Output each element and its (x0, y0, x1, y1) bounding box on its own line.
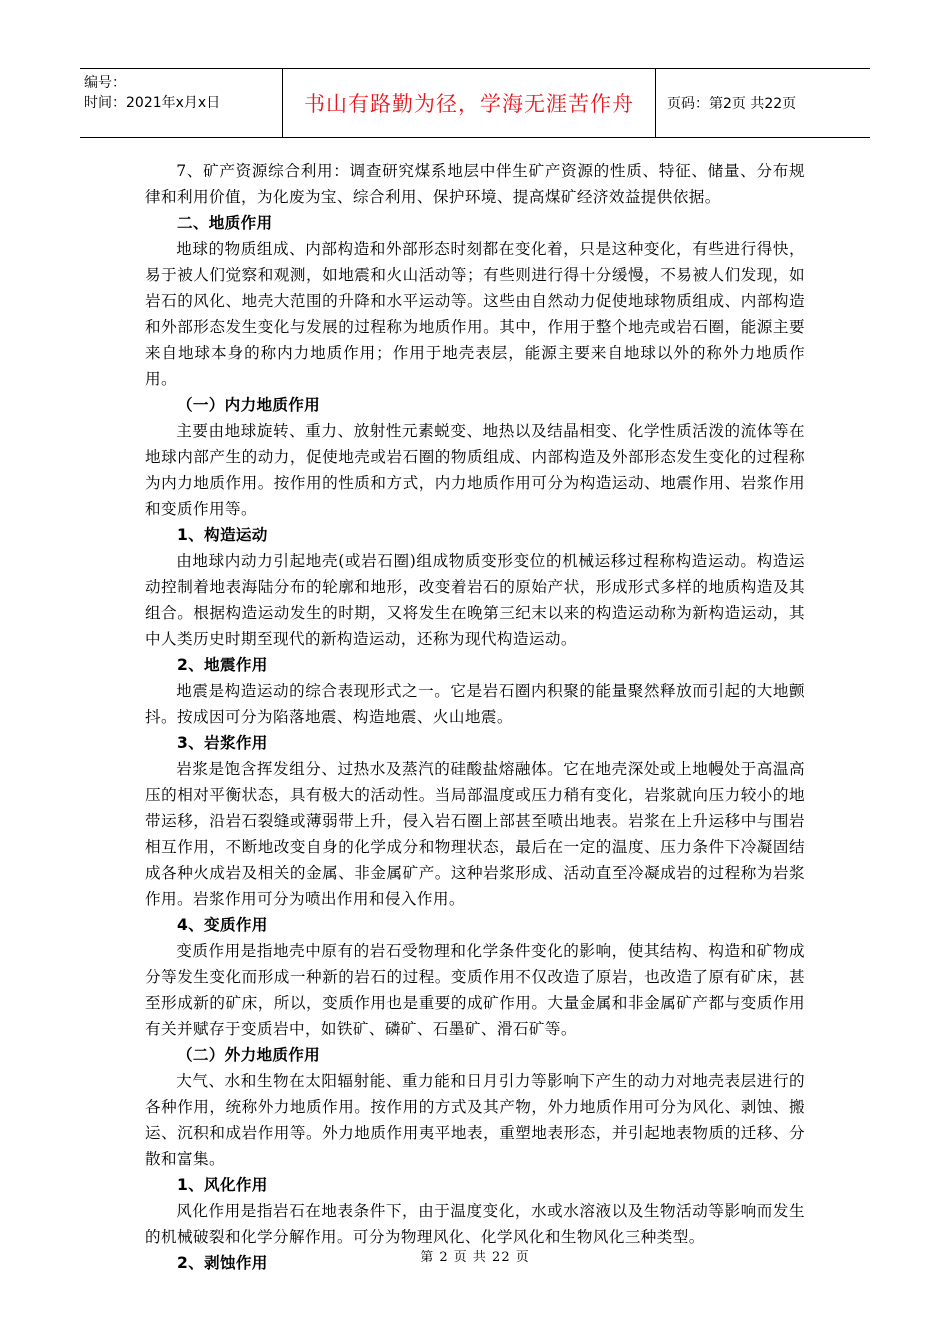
paragraph-weathering: 风化作用是指岩石在地表条件下，由于温度变化，水或水溶液以及生物活动等影响而发生的机械破裂和化学分解作用。可分为物理风化、化学风化和生物风化三种类型。 (145, 1202, 805, 1246)
header-motto: 书山有路勤为径，学海无涯苦作舟 (283, 69, 656, 137)
heading-tectonic: 1、构造运动 (177, 526, 268, 544)
paragraph-metamorphism: 变质作用是指地壳中原有的岩石受物理和化学条件变化的影响，使其结构、构造和矿物成分等发生变化而形成一种新的岩石的过程。变质作用不仅改造了原岩，也改造了原有矿床，甚至形成新的矿床，所以，变质作用也是重要的成矿作用。大量金属和非金属矿产都与变质作用有关并赋存于变质岩中，如铁矿、磷矿、石墨矿、滑石矿等。 (145, 942, 805, 1038)
paragraph-inner-action: 主要由地球旋转、重力、放射性元素蜕变、地热以及结晶相变、化学性质活泼的流体等在地球内部产生的动力，促使地壳或岩石圈的物质组成、内部构造及外部形态发生变化的过程称为内力地质作用。按作用的性质和方式，内力地质作用可分为构造运动、地震作用、岩浆作用和变质作用等。 (145, 422, 805, 518)
heading-inner-action: （一）内力地质作用 (177, 396, 321, 414)
heading-magma: 3、岩浆作用 (177, 734, 268, 752)
paragraph-magma: 岩浆是饱含挥发组分、过热水及蒸汽的硅酸盐熔融体。它在地壳深处或上地幔处于高温高压的相对平衡状态，具有极大的活动性。当局部温度或压力稍有变化，岩浆就向压力较小的地带运移，沿岩石裂缝或薄弱带上升，侵入岩石圈上部甚至喷出地表。岩浆在上升运移中与围岩相互作用，不断地改变自身的化学成分和物理状态，最后在一定的温度、压力条件下冷凝固结成各种火成岩及相关的金属、非金属矿产。这种岩浆形成、活动直至冷凝成岩的过程称为岩浆作用。岩浆作用可分为喷出作用和侵入作用。 (145, 760, 805, 908)
heading-erosion: 2、剥蚀作用 (177, 1254, 268, 1272)
heading-outer-action: （二）外力地质作用 (177, 1046, 321, 1064)
paragraph-outer-action: 大气、水和生物在太阳辐射能、重力能和日月引力等影响下产生的动力对地壳表层进行的各种作用，统称外力地质作用。按作用的方式及其产物，外力地质作用可分为风化、剥蚀、搬运、沉积和成岩作用等。外力地质作用夷平地表，重塑地表形态，并引起地表物质的迁移、分散和富集。 (145, 1072, 805, 1168)
page-header (80, 68, 870, 138)
paragraph-earthquake: 地震是构造运动的综合表现形式之一。它是岩石圈内积聚的能量聚然释放而引起的大地颤抖。按成因可分为陷落地震、构造地震、火山地震。 (145, 682, 805, 726)
date-label: 时间：2021年x月x日 (84, 95, 221, 111)
heading-weathering: 1、风化作用 (177, 1176, 268, 1194)
paragraph-tectonic: 由地球内动力引起地壳(或岩石圈)组成物质变形变位的机械运移过程称构造运动。构造运动控制着地表海陆分布的轮廓和地形，改变着岩石的原始产状，形成形式多样的地质构造及其组合。根据构造运动发生的时期，又将发生在晚第三纪末以来的构造运动称为新构造运动，其中人类历史时期至现代的新构造运动，还称为现代构造运动。 (145, 552, 805, 648)
header-meta (80, 69, 283, 137)
paragraph-mineral-use: 7、矿产资源综合利用：调查研究煤系地层中伴生矿产资源的性质、特征、储量、分布规律和利用价值，为化废为宝、综合利用、保护环境、提高煤矿经济效益提供依据。 (145, 162, 805, 206)
number-label: 编号： (84, 75, 126, 91)
page-footer: 第 2 页 共 22 页 (420, 1250, 530, 1265)
header-page-info: 页码：第2页 共22页 (667, 96, 797, 112)
paragraph-geological-action: 地球的物质组成、内部构造和外部形态时刻都在变化着，只是这种变化，有些进行得快，易于被人们觉察和观测，如地震和火山活动等；有些则进行得十分缓慢，不易被人们发现，如岩石的风化、地壳大范围的升降和水平运动等。这些由自然动力促使地球物质组成、内部构造和外部形态发生变化与发展的过程称为地质作用。其中，作用于整个地壳或岩石圈，能源主要来自地球本身的称内力地质作用；作用于地壳表层，能源主要来自地球以外的称外力地质作用。 (145, 240, 805, 388)
heading-earthquake: 2、地震作用 (177, 656, 268, 674)
heading-geological-action: 二、地质作用 (177, 214, 273, 232)
heading-metamorphism: 4、变质作用 (177, 916, 268, 934)
document-body (145, 158, 805, 1276)
